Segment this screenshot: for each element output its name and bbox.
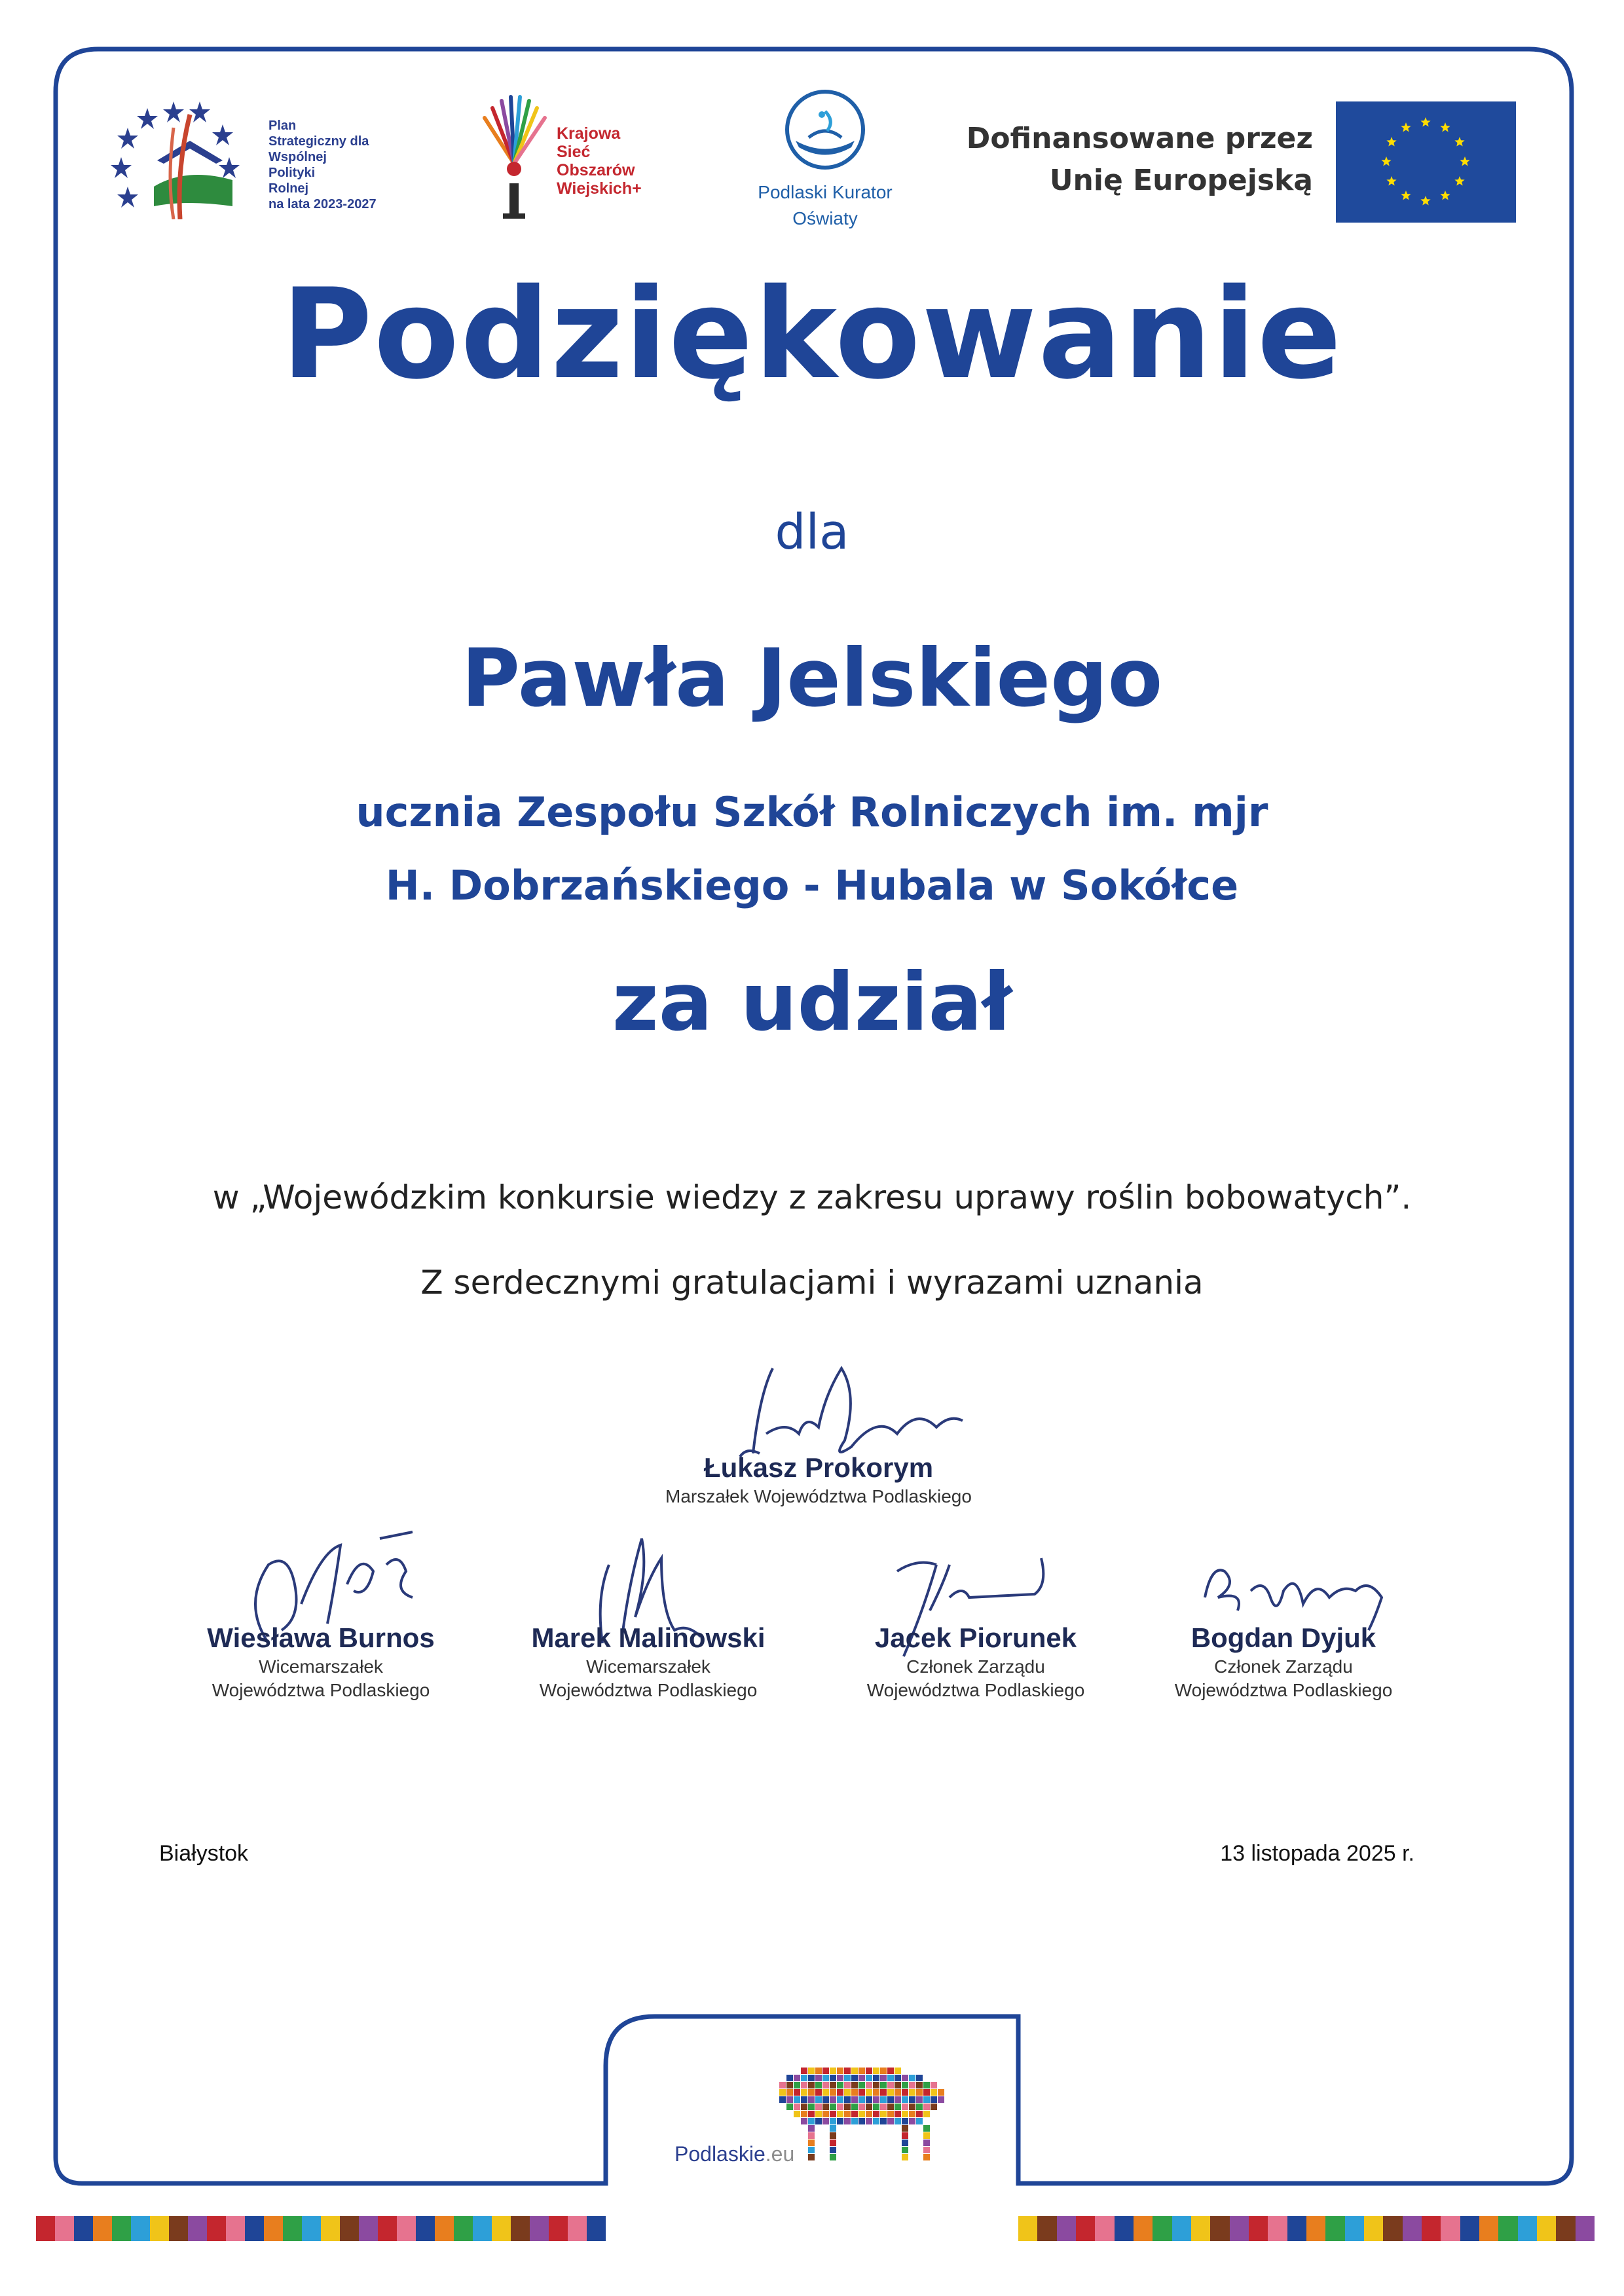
bison-tile [851,2104,858,2110]
bison-tile [938,2096,944,2103]
bison-tile [909,2096,915,2103]
ksow-line: Obszarów [557,161,635,179]
stripe-segment [1518,2216,1537,2241]
podlaskie-suffix: .eu [765,2142,795,2166]
bison-tile [923,2104,930,2110]
bison-tile [815,2118,822,2124]
bison-tile [880,2104,887,2110]
bison-tile [880,2089,887,2096]
bison-tile [858,2082,865,2088]
bison-tile [880,2118,887,2124]
bison-tile [938,2089,944,2096]
ksow-emblem-icon [471,92,557,223]
bison-tile [822,2111,829,2117]
eu-line-1: Dofinansowane przez [966,122,1313,155]
stripe-segment [416,2216,435,2241]
stripe-segment [36,2216,55,2241]
bison-tile [858,2104,865,2110]
stripe-segment [435,2216,454,2241]
bison-tile [851,2111,858,2117]
bison-tile [923,2096,930,2103]
stripe-segment [1479,2216,1498,2241]
bison-tile [808,2082,815,2088]
bison-tile [880,2111,887,2117]
bison-tile [887,2104,894,2110]
bison-tile [851,2075,858,2081]
kurator-logo-text [743,182,907,229]
stripe-segment [340,2216,359,2241]
bison-tile [830,2089,836,2096]
bison-tile [851,2068,858,2074]
stripe-segment [530,2216,549,2241]
bison-tile [808,2104,815,2110]
bison-tile [895,2118,901,2124]
for-label: dla [775,504,849,560]
bison-tile [794,2089,800,2096]
signatory-role-line: Członek Zarządu [906,1656,1045,1677]
bison-tile [830,2104,836,2110]
bison-tile [916,2089,923,2096]
bison-tile [815,2075,822,2081]
bison-tile [887,2082,894,2088]
bison-tile [880,2082,887,2088]
bison-tile [808,2125,815,2132]
ksow-line: Wiejskich+ [557,179,642,198]
bison-tile [902,2118,908,2124]
psp-line: Strategiczny dla [268,134,369,149]
signatory-name: Bogdan Dyjuk [1190,1622,1376,1653]
bison-tile [830,2068,836,2074]
stripe-segment [283,2216,302,2241]
bison-tile [887,2118,894,2124]
bison-tile [858,2111,865,2117]
bison-tile [808,2075,815,2081]
bison-tile [931,2089,937,2096]
bison-tile [866,2118,872,2124]
bison-tile [801,2089,807,2096]
stripe-segment [1134,2216,1153,2241]
stripe-segment [1345,2216,1364,2241]
ksow-logo [471,92,681,223]
bison-tile [786,2082,793,2088]
stripe-segment [74,2216,93,2241]
signatory-name: Marek Malinowski [531,1622,766,1653]
bison-tile [837,2111,843,2117]
bison-tile [830,2125,836,2132]
stripe-segment [1441,2216,1460,2241]
bison-tile [909,2082,915,2088]
bison-tile [931,2096,937,2103]
bison-tile [858,2089,865,2096]
bison-tile [873,2068,879,2074]
signatory-role-line: Członek Zarządu [1214,1656,1353,1677]
stripe-segment [169,2216,188,2241]
psp-line: Wspólnej [268,150,327,164]
bison-tile [822,2068,829,2074]
eu-line-2: Unię Europejską [1049,164,1313,197]
bison-tile [923,2154,930,2160]
bison-tile [858,2075,865,2081]
stripe-segment [1576,2216,1595,2241]
bison-tile [880,2096,887,2103]
bison-tile [844,2118,851,2124]
bison-tile [830,2132,836,2139]
bison-tile [786,2089,793,2096]
psp-logo-text [268,118,399,212]
bison-tile [902,2096,908,2103]
stripe-segment [188,2216,207,2241]
stripe-segment [492,2216,511,2241]
ksow-line: Sieć [557,143,591,161]
bison-tile [916,2111,923,2117]
bison-tile [923,2147,930,2153]
kurator-logo [743,85,907,236]
bison-tile [895,2082,901,2088]
bison-tile [815,2068,822,2074]
bison-tile [866,2096,872,2103]
ksow-logo-text [557,124,642,198]
bison-tile [830,2111,836,2117]
stripe-segment [302,2216,321,2241]
podlaskie-wordmark [674,2142,794,2166]
stripe-segment [1306,2216,1325,2241]
bison-tile [786,2104,793,2110]
school-line-1: ucznia Zespołu Szkół Rolniczych im. mjr [356,788,1268,836]
issue-date: 13 listopada 2025 r. [1220,1841,1414,1866]
bison-tile [902,2132,908,2139]
stripe-segment [1403,2216,1422,2241]
bison-tile [815,2082,822,2088]
signatory-name: Jacek Piorunek [874,1622,1077,1653]
stripe-segment [226,2216,245,2241]
psp-line: Polityki [268,166,316,180]
bison-tile [801,2075,807,2081]
bison-tile [851,2118,858,2124]
signatory-role [1120,1655,1447,1702]
psp-line: Plan [268,118,297,133]
bison-tile [916,2096,923,2103]
signatory-name: Wiesława Burnos [207,1622,435,1653]
bison-tile [851,2089,858,2096]
kurator-line: Oświaty [792,208,858,228]
bison-tile [808,2096,815,2103]
stripe-segment [1115,2216,1134,2241]
stripe-segment [1076,2216,1095,2241]
stripe-segment [1287,2216,1306,2241]
stripe-segment [55,2216,74,2241]
bison-tile [815,2089,822,2096]
stripe-segment [112,2216,131,2241]
stripe-segment [1037,2216,1056,2241]
bison-tile [895,2068,901,2074]
bison-tile [815,2111,822,2117]
stripe-segment [1383,2216,1402,2241]
bison-tile [808,2140,815,2146]
stripe-segment [1364,2216,1383,2241]
bison-tile [931,2104,937,2110]
school-line-2: H. Dobrzańskiego - Hubala w Sokółce [385,862,1239,909]
kurator-line: Podlaski Kurator [758,182,893,202]
bison-tile [801,2096,807,2103]
bison-tile [844,2096,851,2103]
stripe-segment [1172,2216,1191,2241]
color-stripe-right [1018,2216,1595,2241]
bison-tile [858,2068,865,2074]
bison-tile [837,2118,843,2124]
signatory-role-line: Województwa Podlaskiego [1174,1680,1393,1700]
bison-tile [887,2068,894,2074]
bison-tile [866,2111,872,2117]
stripe-segment [1191,2216,1210,2241]
stripe-segment [1018,2216,1037,2241]
bison-tile [830,2118,836,2124]
bison-tile [844,2075,851,2081]
bison-tile [779,2082,786,2088]
bison-tile [866,2104,872,2110]
bison-tile [844,2082,851,2088]
psp-line: Rolnej [268,181,309,196]
bison-tile [902,2140,908,2146]
bison-tile [916,2118,923,2124]
bison-tile [902,2075,908,2081]
stripe-segment [245,2216,264,2241]
bison-tile [830,2096,836,2103]
bison-tile [837,2089,843,2096]
bison-tile [830,2082,836,2088]
eu-flag-icon [1336,101,1516,223]
bison-tile [873,2082,879,2088]
psp-line: na lata 2023-2027 [268,197,377,211]
bison-tile [887,2111,894,2117]
bison-tile [837,2075,843,2081]
bison-tile [880,2068,887,2074]
bison-tile [923,2125,930,2132]
bison-tile [902,2125,908,2132]
bison-tile [801,2118,807,2124]
stripe-segment [1095,2216,1114,2241]
bison-tile [837,2082,843,2088]
ksow-line: Krajowa [557,124,621,143]
bison-tile [873,2075,879,2081]
bison-tile [801,2104,807,2110]
bison-tile [895,2075,901,2081]
stripe-segment [1460,2216,1479,2241]
bison-tile [923,2082,930,2088]
bison-tile [794,2096,800,2103]
eu-cofinancing-text [904,118,1313,202]
bison-tile [815,2104,822,2110]
psp-logo [108,88,396,219]
signatory-main-name: Łukasz Prokorym [703,1452,934,1483]
bison-tile [815,2096,822,2103]
bison-tile [902,2147,908,2153]
bison-tile [916,2104,923,2110]
podlaskie-bison-icon [773,2062,963,2167]
bison-tile [837,2104,843,2110]
stripe-segment [321,2216,340,2241]
bison-tile [801,2111,807,2117]
color-stripe-left [36,2216,606,2241]
bison-tile [786,2075,793,2081]
stripe-segment [93,2216,112,2241]
bison-tile [808,2132,815,2139]
bison-tile [909,2075,915,2081]
bison-tile [822,2118,829,2124]
bison-tile [808,2118,815,2124]
kurator-emblem-icon [743,85,907,177]
stripe-segment [378,2216,397,2241]
signatory-role-line: Wicemarszałek [259,1656,383,1677]
bison-tile [822,2096,829,2103]
bison-tile [873,2111,879,2117]
bison-tile [902,2089,908,2096]
bison-tile [858,2118,865,2124]
bison-tile [866,2068,872,2074]
signatory-role-line: Województwa Podlaskiego [866,1680,1085,1700]
bison-tile [873,2104,879,2110]
bison-tile [902,2154,908,2160]
bison-tile [909,2111,915,2117]
bison-tile [851,2082,858,2088]
bison-tile [801,2068,807,2074]
bison-tile [902,2111,908,2117]
bison-tile [786,2096,793,2103]
stripe-segment [359,2216,378,2241]
school-description [0,776,1624,922]
bison-tile [779,2096,786,2103]
bison-tile [909,2118,915,2124]
stripe-segment [1537,2216,1556,2241]
bison-tile [923,2089,930,2096]
bison-tile [873,2096,879,2103]
stripe-segment [473,2216,492,2241]
signatory-role-line: Wicemarszałek [586,1656,710,1677]
bison-tile [851,2096,858,2103]
bison-tile [866,2089,872,2096]
bison-tile [931,2082,937,2088]
bison-tile [858,2096,865,2103]
recipient-name: Pawła Jelskiego [461,632,1163,725]
stripe-segment [131,2216,150,2241]
stripe-segment [1153,2216,1172,2241]
congratulations-line: Z serdecznymi gratulacjami i wyrazami uznania [420,1264,1204,1302]
bison-tile [895,2111,901,2117]
stripe-segment [568,2216,587,2241]
bison-tile [822,2089,829,2096]
bison-tile [794,2111,800,2117]
bison-tile [895,2096,901,2103]
bison-tile [844,2089,851,2096]
bison-tile [822,2075,829,2081]
bison-tile [794,2082,800,2088]
bison-tile [923,2111,930,2117]
bison-tile [887,2089,894,2096]
bison-tile [830,2140,836,2146]
signatory-role [812,1655,1139,1702]
bison-tile [844,2104,851,2110]
award-heading: za udział [612,956,1012,1049]
bison-tile [808,2089,815,2096]
bison-tile [909,2089,915,2096]
bison-tile [808,2111,815,2117]
bison-tile [909,2104,915,2110]
stripe-segment [1249,2216,1268,2241]
bison-tile [895,2089,901,2096]
psp-emblem-icon [108,88,278,219]
bison-tile [808,2147,815,2153]
stripe-segment [1210,2216,1229,2241]
stripe-segment [549,2216,568,2241]
stripe-segment [1498,2216,1517,2241]
certificate-title: Podziękowanie [281,262,1343,407]
signatory-role-line: Województwa Podlaskiego [212,1680,430,1700]
bison-tile [844,2111,851,2117]
stripe-segment [397,2216,416,2241]
signatory-role [157,1655,485,1702]
stripe-segment [454,2216,473,2241]
contest-line: w „Wojewódzkim konkursie wiedzy z zakresu uprawy roślin bobowatych”. [212,1178,1412,1216]
bison-tile [794,2075,800,2081]
stripe-segment [207,2216,226,2241]
podlaskie-brand: Podlaskie [674,2142,766,2166]
bison-tile [822,2082,829,2088]
bison-tile [873,2118,879,2124]
bison-tile [822,2104,829,2110]
bison-tile [887,2096,894,2103]
stripe-segment [1325,2216,1344,2241]
bison-tile [837,2096,843,2103]
signatory-main-role: Marszałek Województwa Podlaskiego [665,1486,972,1506]
bison-tile [808,2068,815,2074]
stripe-segment [264,2216,283,2241]
bison-tile [779,2089,786,2096]
bison-tile [830,2147,836,2153]
stripe-segment [1230,2216,1249,2241]
stripe-segment [150,2216,169,2241]
bison-tile [895,2104,901,2110]
issue-city: Białystok [159,1841,249,1866]
bison-tile [844,2068,851,2074]
signatory-role [485,1655,812,1702]
stripe-segment [511,2216,530,2241]
bison-tile [801,2082,807,2088]
bison-tile [902,2082,908,2088]
bison-tile [916,2082,923,2088]
bison-tile [837,2068,843,2074]
bison-tile [866,2075,872,2081]
bison-tile [794,2104,800,2110]
signatory-role-line: Województwa Podlaskiego [539,1680,758,1700]
bison-tile [902,2104,908,2110]
stripe-segment [1422,2216,1441,2241]
bison-tile [808,2154,815,2160]
stripe-segment [1556,2216,1575,2241]
bison-tile [830,2075,836,2081]
bison-tile [923,2140,930,2146]
stripe-segment [1057,2216,1076,2241]
bison-tile [866,2082,872,2088]
bison-tile [916,2075,923,2081]
bison-tile [887,2075,894,2081]
bison-tile [830,2154,836,2160]
stripe-segment [587,2216,606,2241]
bison-tile [923,2132,930,2139]
bison-tile [880,2075,887,2081]
bison-tile [873,2089,879,2096]
stripe-segment [1268,2216,1287,2241]
